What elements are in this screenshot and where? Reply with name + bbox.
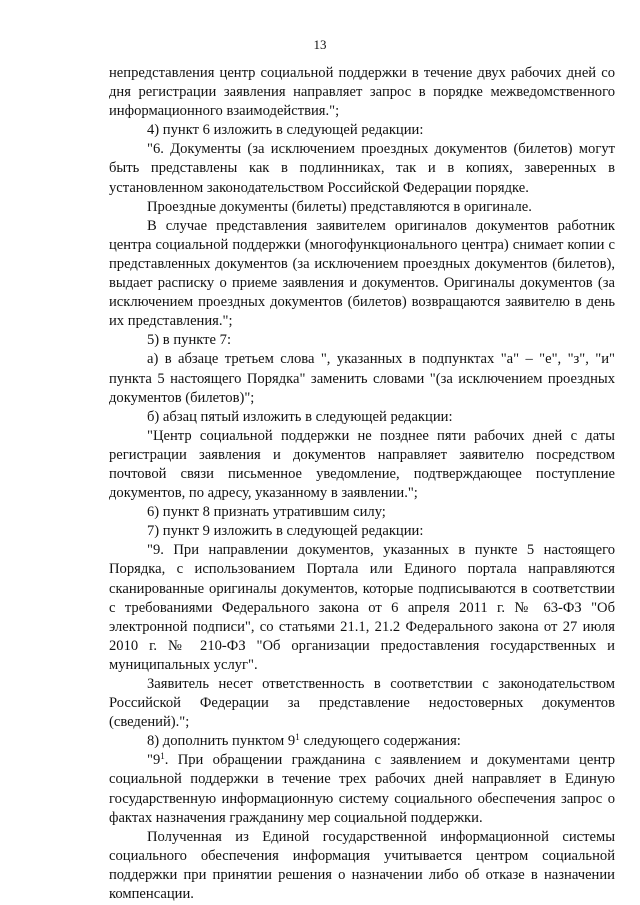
paragraph: 7) пункт 9 изложить в следующей редакции: [147, 523, 424, 540]
paragraph-item-8 [109, 732, 615, 751]
page-number: 13 [313, 37, 327, 52]
paragraph: 6) пункт 8 признать утратившим силу; [147, 504, 386, 521]
paragraph: "9. При направлении документов, указанных в пункте 5 настоящего Порядка, с использованием Портала или Единого портала направляются сканированные оригиналы документов, которые подписываются в соответствии с требованиями Федерального закона от 6 апреля 2011 г. № 63-ФЗ "Об электронной подписи", со статьями 21.1, 21.2 Федерального закона от 27 июля 2010 г. № 210-ФЗ "Об организации предоставления государственных и муниципальных услуг". [109, 542, 615, 673]
paragraph-text: . При обращении гражданина с заявлением и документами центр социальной поддержки в течение трех рабочих дней направляет в Единую государственную информационную систему социального обеспечения запрос о фактах назначения гражданину мер социальной поддержки. [109, 752, 615, 826]
paragraph-text: следующего содержания: [299, 733, 461, 750]
paragraph: "6. Документы (за исключением проездных документов (билетов) могут быть представлены как в подлинниках, так и в копиях, заверенных в установленном законодательством Российской Федерации порядке. [109, 141, 615, 196]
paragraph-point-9-1 [109, 751, 615, 827]
paragraph: а) в абзаце третьем слова ", указанных в подпунктах "а" – "е", "з", "и" пункта 5 настоящего Порядка" заменить словами "(за исключением проездных документов (билетов)"; [109, 351, 615, 406]
paragraph-text: "9 [147, 752, 161, 769]
paragraph: б) абзац пятый изложить в следующей редакции: [147, 408, 453, 425]
paragraph: "Центр социальной поддержки не позднее пяти рабочих дней с даты регистрации заявления и документов направляет заявителю посредством почтовой связи письменное уведомление, подтверждающее поступление документов, по адресу, указанному в заявлении."; [109, 427, 615, 502]
paragraph: В случае представления заявителем оригиналов документов работник центра социальной поддержки (многофункционального центра) снимает копии с представленных документов (за исключением проездных документов (билетов), выдает расписку о приеме заявления и документов. Оригиналы документов (за исключением проездных документов (билетов) возвращаются заявителю в день их представления."; [109, 217, 615, 330]
paragraph: непредставления центр социальной поддержки в течение двух рабочих дней со дня регистрации заявления направляет запрос в порядке межведомственного информационного взаимодействия."; [109, 65, 615, 120]
paragraph: Полученная из Единой государственной информационной системы социального обеспечения информация учитывается центром социальной поддержки при принятии решения о назначении либо об отказе в назначении компенсации. [109, 828, 615, 903]
document-body [109, 64, 615, 904]
superscript-index: 1 [295, 732, 300, 743]
superscript-index: 1 [160, 751, 165, 762]
paragraph: Проездные документы (билеты) представляются в оригинале. [147, 198, 532, 215]
paragraph: 4) пункт 6 изложить в следующей редакции: [147, 122, 424, 139]
paragraph: Заявитель несет ответственность в соответствии с законодательством Российской Федерации за представление недостоверных документов (сведений)."; [109, 676, 615, 731]
paragraph: 5) в пункте 7: [147, 332, 232, 349]
paragraph-text: 8) дополнить пунктом 9 [147, 733, 296, 750]
